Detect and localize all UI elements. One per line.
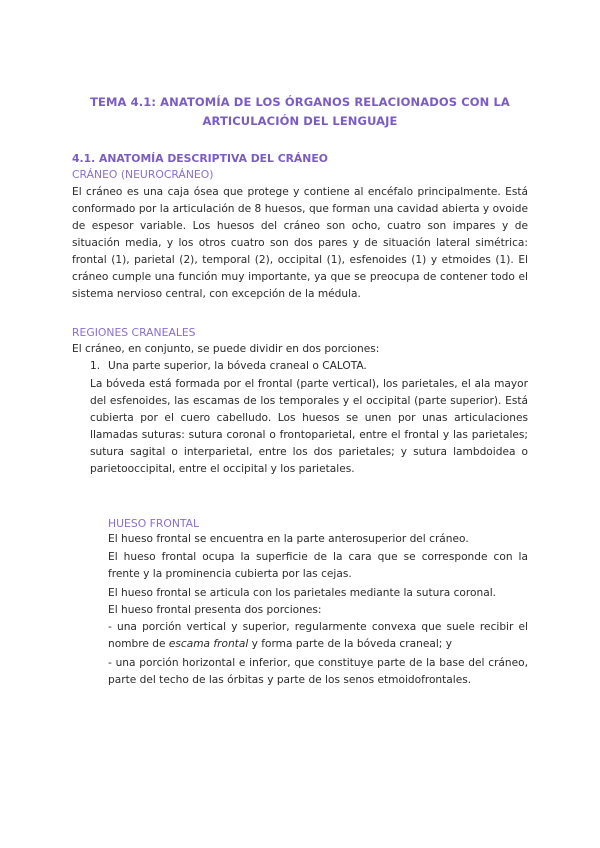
paragraph-craneo: El cráneo es una caja ósea que protege y contiene al encéfalo principalmente. Está conformado por la articulación de 8 huesos, que forman una cavidad abierta y ovoide de espesor variable. Los huesos del cráneo son ocho, cuatro son impares y de situación media, y los otros cuatro son dos pares y de situación lateral simétrica: frontal (1), parietal (2), temporal (2), occipital (1), esfenoides (1) y etmoides (1). El cráneo cumple una función muy importante, ya que se preocupa de contener todo el sistema nervioso central, con excepción de la médula.	[72, 186, 528, 300]
section-heading-craneo: 4.1. ANATOMÍA DESCRIPTIVA DEL CRÁNEO	[72, 152, 328, 165]
heading-hueso-frontal: HUESO FRONTAL	[108, 517, 200, 530]
page-title	[90, 93, 510, 131]
frontal-line-5-pre: - una porción vertical y superior, regularmente convexa que suele recibir el nombre de	[108, 621, 528, 650]
frontal-line-3: El hueso frontal se articula con los parietales mediante la sutura coronal.	[108, 587, 497, 599]
list-item-number: 1.	[90, 360, 101, 372]
subheading-neurocraneo: CRÁNEO (NEUROCRÁNEO)	[72, 168, 214, 181]
paragraph-boveda: La bóveda está formada por el frontal (parte vertical), los parietales, el ala mayor del esfenoides, las escamas de los temporales y el occipital (parte superior). Está cubierta por el cuero cabelludo. Los huesos se unen por unas articulaciones llamadas suturas: sutura coronal o frontoparietal, entre el frontal y las parietales; sutura sagital o interparietal, entre los dos parietales; y sutura lambdoidea o parietooccipital, entre el occipital y los parietales.	[90, 378, 528, 475]
frontal-line-2: El hueso frontal ocupa la superficie de la cara que se corresponde con la frente y la prominencia cubierta por las cejas.	[108, 551, 528, 580]
frontal-line-1: El hueso frontal se encuentra en la parte anterosuperior del cráneo.	[108, 533, 469, 545]
title-line-1: TEMA 4.1: ANATOMÍA DE LOS ÓRGANOS RELACIONADOS CON LA	[90, 95, 510, 109]
list-item-boveda: Una parte superior, la bóveda craneal o CALOTA.	[108, 360, 367, 372]
frontal-line-6: - una porción horizontal e inferior, que constituye parte de la base del cráneo, parte del techo de las órbitas y parte de los senos etmoidofrontales.	[108, 657, 528, 686]
paragraph-regiones-intro: El cráneo, en conjunto, se puede dividir en dos porciones:	[72, 343, 380, 355]
escama-frontal-term: escama frontal	[168, 638, 249, 650]
frontal-line-5-post: y forma parte de la bóveda craneal; y	[248, 638, 452, 650]
frontal-line-4: El hueso frontal presenta dos porciones:	[108, 604, 322, 616]
frontal-line-5	[108, 619, 528, 653]
heading-regiones-craneales: REGIONES CRANEALES	[72, 326, 196, 339]
title-line-2: ARTICULACIÓN DEL LENGUAJE	[202, 114, 398, 128]
